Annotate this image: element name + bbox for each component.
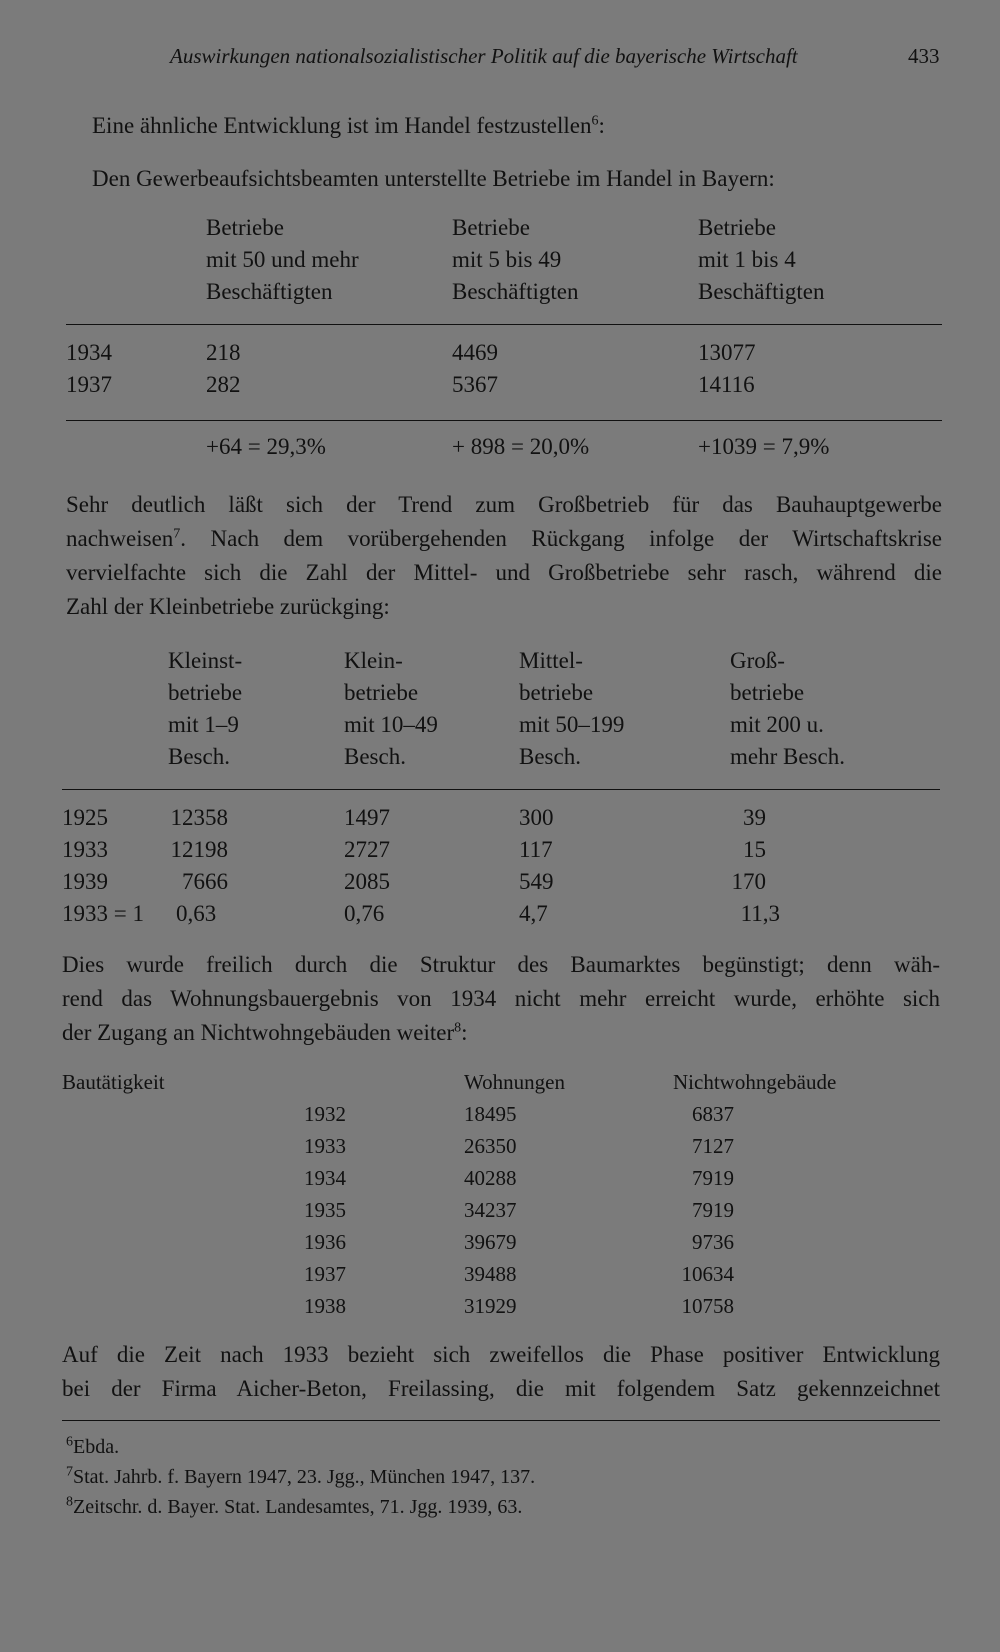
paragraph-line: rend das Wohnungsbauergebnis von 1934 nicht mehr erreicht wurde, erhöhte sich: [62, 986, 940, 1011]
table2-cell: 15: [743, 837, 766, 862]
paragraph-line: Sehr deutlich läßt sich der Trend zum Großbetrieb für das Bauhauptgewerbe: [66, 492, 942, 517]
table2-header-col3: [519, 645, 624, 773]
paragraph-aicher-beton: [62, 1338, 940, 1406]
paragraph-line: Zahl der Kleinbetriebe zurückging:: [66, 594, 390, 619]
table2-cell: 4,7: [519, 901, 548, 926]
table3-row-year: 1932: [304, 1102, 346, 1126]
table1-row-year: 1937: [66, 372, 112, 397]
footnotes: [66, 1432, 535, 1522]
table3-row-year: 1938: [304, 1294, 346, 1318]
table1-row-year: 1934: [66, 340, 112, 365]
header-line: mit 10–49: [344, 712, 438, 737]
table2-rule-top: [62, 789, 940, 790]
header-line: Klein-: [344, 648, 403, 673]
table1-rule-top: [66, 324, 942, 325]
table3-row-year: 1936: [304, 1230, 346, 1254]
header-line: mit 50–199: [519, 712, 625, 737]
header-line: Beschäftigten: [698, 279, 825, 304]
table2-row-year: 1925: [62, 805, 108, 830]
table2-cell: 39: [743, 805, 766, 830]
paragraph-line: Auf die Zeit nach 1933 bezieht sich zweifellos die Phase positiver Entwicklung: [62, 1342, 940, 1367]
paragraph-line: bei der Firma Aicher-Beton, Freilassing, die mit folgendem Satz gekennzeichnet: [62, 1376, 940, 1401]
table3-cell-nonresidential: 7919: [692, 1198, 734, 1222]
table3-cell-dwellings: 39679: [464, 1230, 517, 1254]
table2-row-year: 1939: [62, 869, 108, 894]
header-line: Betriebe: [206, 215, 284, 240]
footnote: [66, 1462, 535, 1492]
footnote-rule: [62, 1420, 940, 1421]
footnote-number: 8: [66, 1494, 73, 1510]
header-line: Besch.: [168, 744, 230, 769]
table3-cell-dwellings: 39488: [464, 1262, 517, 1286]
paragraph-tail: :: [598, 113, 605, 138]
header-line: mit 200 u.: [730, 712, 824, 737]
header-line: Beschäftigten: [206, 279, 333, 304]
table3-cell-dwellings: 34237: [464, 1198, 517, 1222]
table2-cell: 170: [731, 869, 766, 894]
table2-header-col4: [730, 645, 845, 773]
table2-cell: 12198: [170, 837, 228, 862]
table2-cell: 117: [519, 837, 553, 862]
paragraph-line: [62, 1016, 940, 1050]
table3-cell-nonresidential: 7919: [692, 1166, 734, 1190]
table3-label: Bautätigkeit: [62, 1070, 165, 1094]
footnote-text: Zeitschr. d. Bayer. Stat. Landesamtes, 71. Jgg. 1939, 63.: [73, 1496, 523, 1518]
footnote-ref: 7: [173, 526, 181, 542]
footnote: [66, 1432, 535, 1462]
table2-row-year: 1933: [62, 837, 108, 862]
table1-cell: 5367: [452, 372, 498, 397]
table2-cell: 0,76: [344, 901, 385, 926]
paragraph-text: . Nach dem vorübergehenden Rückgang infolge der Wirtschaftskrise: [180, 526, 942, 551]
header-line: mit 5 bis 49: [452, 247, 562, 272]
table3-cell-dwellings: 40288: [464, 1166, 517, 1190]
header-line: Mittel-: [519, 648, 583, 673]
table1-change: +1039 = 7,9%: [698, 434, 830, 459]
table1-header-col2: [452, 212, 578, 308]
table2-header-col2: [344, 645, 438, 773]
table3-row-year: 1937: [304, 1262, 346, 1286]
table1-change: + 898 = 20,0%: [452, 434, 590, 459]
table3-row-year: 1935: [304, 1198, 346, 1222]
running-header: Auswirkungen nationalsozialistischer Politik auf die bayerische Wirtschaft: [170, 44, 798, 68]
table2-cell: 300: [519, 805, 554, 830]
table2-cell: 0,63: [176, 901, 217, 926]
table2-cell: 7666: [182, 869, 228, 894]
footnote-number: 6: [66, 1434, 73, 1450]
table3-header-col2: Nichtwohngebäude: [673, 1070, 837, 1094]
table1-rule-bottom: [66, 420, 942, 421]
header-line: betriebe: [344, 680, 419, 705]
table3-cell-dwellings: 18495: [464, 1102, 517, 1126]
table2-row-year: 1933 = 1: [62, 901, 144, 926]
table3-cell-dwellings: 31929: [464, 1294, 517, 1318]
table1-cell: 282: [206, 372, 241, 397]
paragraph-intro-trade: [92, 113, 605, 139]
table2-cell: 2085: [344, 869, 390, 894]
header-line: mehr Besch.: [730, 744, 845, 769]
table1-caption: Den Gewerbeaufsichtsbeamten unterstellte Betriebe im Handel in Bayern:: [92, 166, 775, 191]
header-line: mit 50 und mehr: [206, 247, 359, 272]
table2-header-col1: [168, 645, 242, 773]
paragraph-construction-trend: [66, 488, 942, 624]
table2-cell: 2727: [344, 837, 390, 862]
table3-row-year: 1933: [304, 1134, 346, 1158]
paragraph-building-market: [62, 948, 940, 1050]
page-number: 433: [908, 44, 940, 68]
header-line: mit 1–9: [168, 712, 239, 737]
paragraph-line: Dies wurde freilich durch die Struktur des Baumarktes begünstigt; denn wäh-: [62, 952, 940, 977]
paragraph-line: [66, 522, 942, 556]
table1-cell: 13077: [698, 340, 756, 365]
table3-row-year: 1934: [304, 1166, 346, 1190]
header-line: betriebe: [730, 680, 805, 705]
table3-cell-nonresidential: 9736: [692, 1230, 734, 1254]
footnote: [66, 1492, 535, 1522]
table1-cell: 4469: [452, 340, 498, 365]
header-line: Beschäftigten: [452, 279, 579, 304]
header-line: betriebe: [519, 680, 594, 705]
table3-cell-nonresidential: 10634: [681, 1262, 734, 1286]
header-line: Betriebe: [698, 215, 776, 240]
table1-header-col1: [206, 212, 359, 308]
footnote-text: Stat. Jahrb. f. Bayern 1947, 23. Jgg., München 1947, 137.: [73, 1466, 536, 1488]
footnote-text: Ebda.: [73, 1436, 120, 1458]
header-line: Besch.: [344, 744, 406, 769]
footnote-ref: 8: [454, 1020, 462, 1036]
paragraph-text: der Zugang an Nichtwohngebäuden weiter: [62, 1020, 455, 1045]
table1-cell: 218: [206, 340, 241, 365]
table3-cell-nonresidential: 7127: [692, 1134, 734, 1158]
paragraph-text: Eine ähnliche Entwicklung ist im Handel festzustellen: [92, 113, 592, 138]
table2-cell: 1497: [344, 805, 390, 830]
table2-cell: 12358: [170, 805, 228, 830]
header-line: mit 1 bis 4: [698, 247, 796, 272]
header-line: Kleinst-: [168, 648, 243, 673]
table1-cell: 14116: [698, 372, 755, 397]
table3-cell-nonresidential: 6837: [692, 1102, 734, 1126]
table2-cell: 11,3: [740, 901, 780, 926]
table3-header-col1: Wohnungen: [464, 1070, 565, 1094]
header-line: Betriebe: [452, 215, 530, 240]
table1-header-col3: [698, 212, 824, 308]
footnote-ref: 6: [591, 113, 599, 129]
paragraph-line: vervielfachte sich die Zahl der Mittel- und Großbetriebe sehr rasch, während die: [66, 560, 942, 585]
table3-cell-dwellings: 26350: [464, 1134, 517, 1158]
table1-change: +64 = 29,3%: [206, 434, 326, 459]
header-line: Groß-: [730, 648, 785, 673]
footnote-number: 7: [66, 1464, 73, 1480]
header-line: Besch.: [519, 744, 581, 769]
table3-cell-nonresidential: 10758: [681, 1294, 734, 1318]
header-line: betriebe: [168, 680, 243, 705]
paragraph-tail: :: [461, 1020, 468, 1045]
paragraph-text: nachweisen: [66, 526, 174, 551]
table2-cell: 549: [519, 869, 554, 894]
